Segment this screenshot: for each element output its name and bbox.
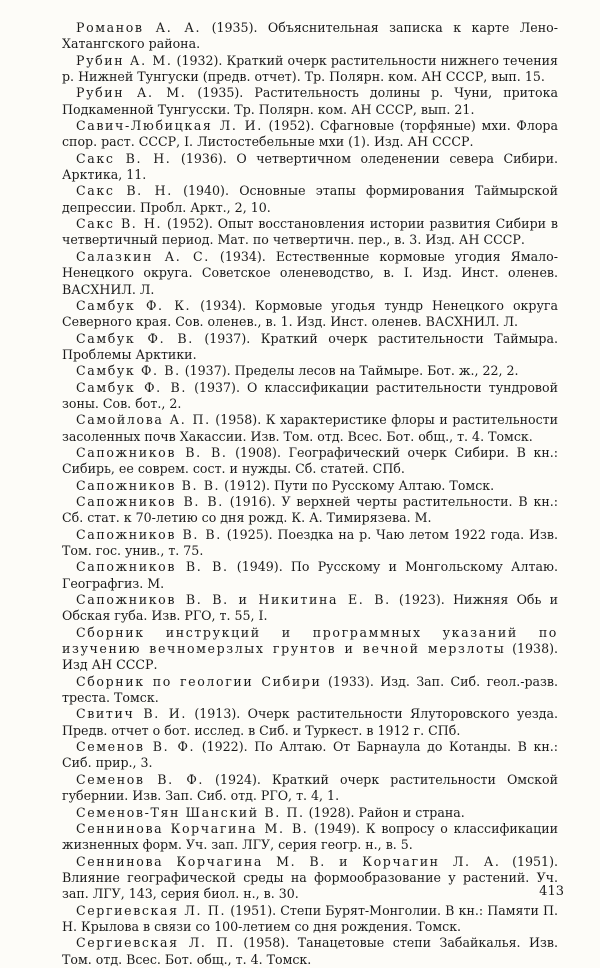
reference-entry [62, 625, 558, 674]
reference-entry [62, 706, 558, 739]
reference-author: Сапожников В. В. и Никитина Е. В. [76, 592, 391, 608]
reference-text: (1958). К характеристике флоры и растительности засоленных почв Хакассии. Изв. Том. отд. Всес. Бот. общ., т. 4. Томск. [62, 412, 558, 444]
reference-text: (1934). Естественные кормовые угодия Ямало-Ненецкого округа. Советское оленеводство, в. I. Изд. Инст. оленев. ВАСХНИЛ. Л. [62, 248, 558, 297]
reference-text: (1937). О классификации растительности тундровой зоны. Сов. бот., 2. [62, 379, 558, 411]
reference-text: (1937). Пределы лесов на Таймыре. Бот. ж., 22, 2. [180, 363, 519, 379]
reference-author: Сакс В. Н. [76, 150, 172, 166]
reference-entry [62, 183, 558, 216]
reference-entry [62, 20, 558, 53]
reference-text: (1935). Растительность долины р. Чуни, притока Подкаменной Тунгусски. Тр. Полярн. ком. АН СССР, вып. 21. [62, 85, 558, 117]
reference-entry [62, 739, 558, 772]
reference-author: Сапожников В. В. [76, 493, 224, 509]
reference-text: (1923). Нижняя Обь и Обская губа. Изв. РГО, т. 55, I. [62, 592, 558, 624]
reference-author: Рубин А. М. [76, 85, 187, 101]
reference-text: (1951). Влияние географической среды на формообразование у растений. Уч. зап. ЛГУ, 143, серия биол. н., в. 30. [62, 853, 558, 902]
reference-entry [62, 380, 558, 413]
reference-author: Сеннинова Корчагина М. В. и Корчагин Л. А. [76, 853, 501, 869]
reference-author: Самбук Ф. В. [76, 330, 194, 346]
reference-text: (1908). Географический очерк Сибири. В кн.: Сибирь, ее соврем. сост. и нужды. Сб. статей. СПб. [62, 444, 558, 477]
reference-text: (1958). Танацетовые степи Забайкалья. Изв. Том. отд. Всес. Бот. общ., т. 4. Томск. [62, 935, 558, 967]
reference-author: Свитич В. И. [76, 706, 187, 722]
reference-text: (1928). Район и страна. [304, 804, 465, 820]
reference-entry [62, 559, 558, 592]
reference-author: Самбук Ф. В. [76, 379, 187, 395]
reference-entry [62, 298, 558, 331]
reference-author: Романов А. А. [76, 20, 202, 35]
reference-author: Сергиевская Л. П. [76, 902, 227, 918]
reference-entry [62, 249, 558, 298]
reference-author: Сапожников В. В. [76, 477, 221, 493]
reference-author: Семенов-Тян Шанский В. П. [76, 804, 305, 820]
reference-entry [62, 821, 558, 854]
reference-entry [62, 53, 558, 86]
reference-author: Сапожников В. В. [76, 526, 222, 542]
reference-text: (1937). Краткий очерк растительности Таймыра. Проблемы Арктики. [62, 330, 558, 362]
reference-text: (1949). К вопросу о классификации жизненных форм. Уч. зап. ЛГУ, серия геогр. н., в. 5. [62, 820, 558, 853]
reference-text: (1922). По Алтаю. От Барнаула до Котанды. В кн.: Сиб. прир., 3. [62, 739, 558, 771]
reference-author: Самбук Ф. В. [76, 363, 181, 379]
reference-entry [62, 805, 558, 821]
reference-text: (1940). Основные этапы формирования Таймырской депрессии. Пробл. Аркт., 2, 10. [62, 183, 558, 215]
reference-entry [62, 478, 558, 494]
reference-text: (1932). Краткий очерк растительности нижнего течения р. Нижней Тунгуски (предв. отчет). Тр. Полярн. ком. АН СССР, вып. 15. [62, 52, 558, 85]
reference-entry [62, 363, 558, 379]
reference-text: (1952). Опыт восстановления истории развития Сибири в четвертичный период. Мат. по четвертичн. пер., в. 3. Изд. АН СССР. [62, 216, 558, 248]
reference-text: (1913). Очерк растительности Ялуторовского уезда. Предв. отчет о бот. исслед. в Сиб. и Туркест. в 1912 г. СПб. [62, 706, 558, 738]
reference-author: Самойлова А. П. [76, 412, 211, 428]
reference-author: Самбук Ф. К. [76, 297, 192, 313]
reference-list [62, 20, 558, 968]
reference-author: Сакс В. Н. [76, 216, 163, 232]
reference-entry [62, 592, 558, 625]
reference-entry [62, 445, 558, 478]
reference-entry [62, 118, 558, 151]
reference-author: Сборник инструкций и программных указаний по изучению вечномерзлых грунтов и вечной мерзлоты [62, 624, 558, 657]
reference-text: (1933). Изд. Зап. Сиб. геол.-разв. треста. Томск. [62, 673, 559, 706]
reference-text: (1936). О четвертичном оледенении севера Сибири. Арктика, 11. [62, 150, 558, 183]
reference-entry [62, 854, 558, 903]
reference-author: Сапожников В. В. [76, 444, 228, 460]
page-number: 413 [539, 884, 564, 899]
reference-author: Сакс В. Н. [76, 183, 173, 199]
reference-author: Семенов В. Ф. [76, 771, 204, 787]
reference-author: Сапожников В. В. [76, 559, 229, 575]
reference-entry [62, 527, 558, 560]
reference-entry [62, 216, 558, 249]
reference-author: Сборник по геологии Сибири [76, 673, 322, 689]
reference-author: Сеннинова Корчагина М. В. [76, 820, 309, 836]
reference-author: Салазкин А. С. [76, 248, 210, 264]
reference-text: (1934). Кормовые угодья тундр Ненецкого округа Северного края. Сов. оленев., в. 1. Изд. Инст. оленев. ВАСХНИЛ. Л. [62, 297, 559, 330]
reference-author: Савич-Любицкая Л. И. [76, 118, 263, 134]
reference-entry [62, 412, 558, 445]
reference-text: (1916). У верхней черты растительности. В кн.: Сб. стат. к 70-летию со дня рожд. К. А. Тимирязева. М. [62, 493, 558, 526]
reference-entry [62, 151, 558, 184]
reference-text: (1951). Степи Бурят-Монголии. В кн.: Памяти П. Н. Крылова в связи со 100-летием со дня рождения. Томск. [62, 902, 558, 934]
reference-text: (1924). Краткий очерк растительности Омской губернии. Изв. Зап. Сиб. отд. РГО, т. 4, 1. [62, 771, 558, 804]
reference-text: (1949). По Русскому и Монгольскому Алтаю. Географгиз. М. [62, 559, 558, 591]
reference-entry [62, 903, 558, 936]
reference-text: (1912). Пути по Русскому Алтаю. Томск. [220, 477, 495, 493]
reference-entry [62, 935, 558, 968]
reference-entry [62, 494, 558, 527]
reference-text: (1952). Сфагновые (торфяные) мхи. Флора спор. раст. СССР, I. Листостебельные мхи (1). Изд. АН СССР. [62, 118, 558, 150]
reference-entry [62, 85, 558, 118]
reference-entry [62, 772, 558, 805]
reference-author: Рубин А. М. [76, 52, 173, 68]
reference-text: (1925). Поездка на р. Чаю летом 1922 года. Изв. Том. гос. унив., т. 75. [62, 526, 558, 558]
reference-author: Семенов В. Ф. [76, 739, 196, 755]
reference-text: (1935). Объяснительная записка к карте Лено-Хатангского района. [62, 20, 558, 52]
reference-text: (1938). Изд АН СССР. [62, 641, 558, 673]
reference-entry [62, 674, 558, 707]
reference-author: Сергиевская Л. П. [76, 935, 235, 951]
reference-entry [62, 331, 558, 364]
